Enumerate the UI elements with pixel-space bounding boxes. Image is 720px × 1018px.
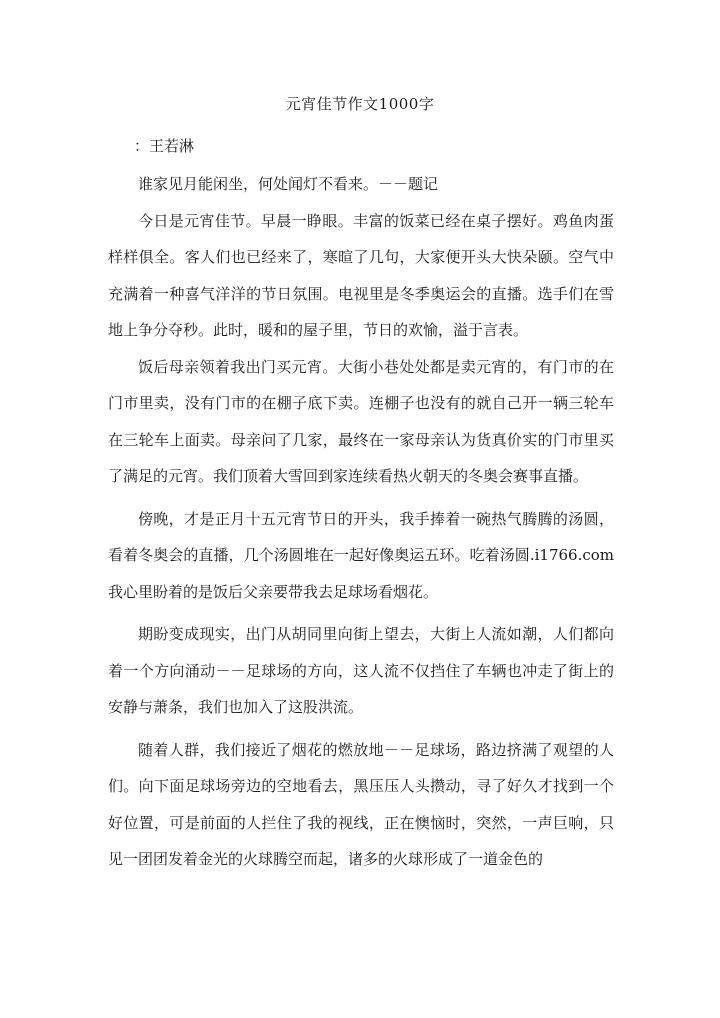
body-paragraph: 饭后母亲领着我出门买元宵。大街小巷处处都是卖元宵的，有门市的在门市里卖，没有门市的在棚子底下卖。连棚子也没有的就自己开一辆三轮车在三轮车上面卖。母亲问了几家，最终在一家母亲认为货真价实的门市里买了满足的元宵。我们顶着大雪回到家连续看热火朝天的冬奥会赛事直播。 <box>108 357 614 485</box>
author-line: ：王若淋 <box>134 137 195 155</box>
document-title: 元宵佳节作文1000字 <box>285 95 435 113</box>
body-paragraph: 随着人群，我们接近了烟花的燃放地－－足球场，路边挤满了观望的人们。向下面足球场旁边的空地看去，黑压压人头攒动，寻了好久才找到一个好位置，可是前面的人拦住了我的视线，正在懊恼时，突然，一声巨响，只见一团团发着金光的火球腾空而起，诸多的火球形成了一道金色的 <box>108 740 614 868</box>
epigraph-paragraph: 谁家见月能闲坐，何处闻灯不看来。－－题记 <box>138 175 439 193</box>
body-paragraph: 今日是元宵佳节。早晨一睁眼。丰富的饭菜已经在桌子摆好。鸡鱼肉蛋样样俱全。客人们也已经来了，寒暄了几句，大家便开头大快朵颐。空气中充满着一种喜气洋洋的节日氛围。电视里是冬季奥运会的直播。选手们在雪地上争分夺秒。此时，暖和的屋子里，节日的欢愉，溢于言表。 <box>108 211 614 339</box>
document-body <box>108 166 614 878</box>
body-paragraph: 傍晚，才是正月十五元宵节日的开头，我手捧着一碗热气腾腾的汤圆，看着冬奥会的直播，几个汤圆堆在一起好像奥运五环。吃着汤圆.i1766.com我心里盼着的是饭后父亲要带我去足球场看烟花。 <box>108 509 614 601</box>
body-paragraph: 期盼变成现实，出门从胡同里向街上望去，大街上人流如潮，人们都向着一个方向涌动－－足球场的方向，这人流不仅挡住了车辆也冲走了街上的安静与萧条，我们也加入了这股洪流。 <box>108 625 614 716</box>
